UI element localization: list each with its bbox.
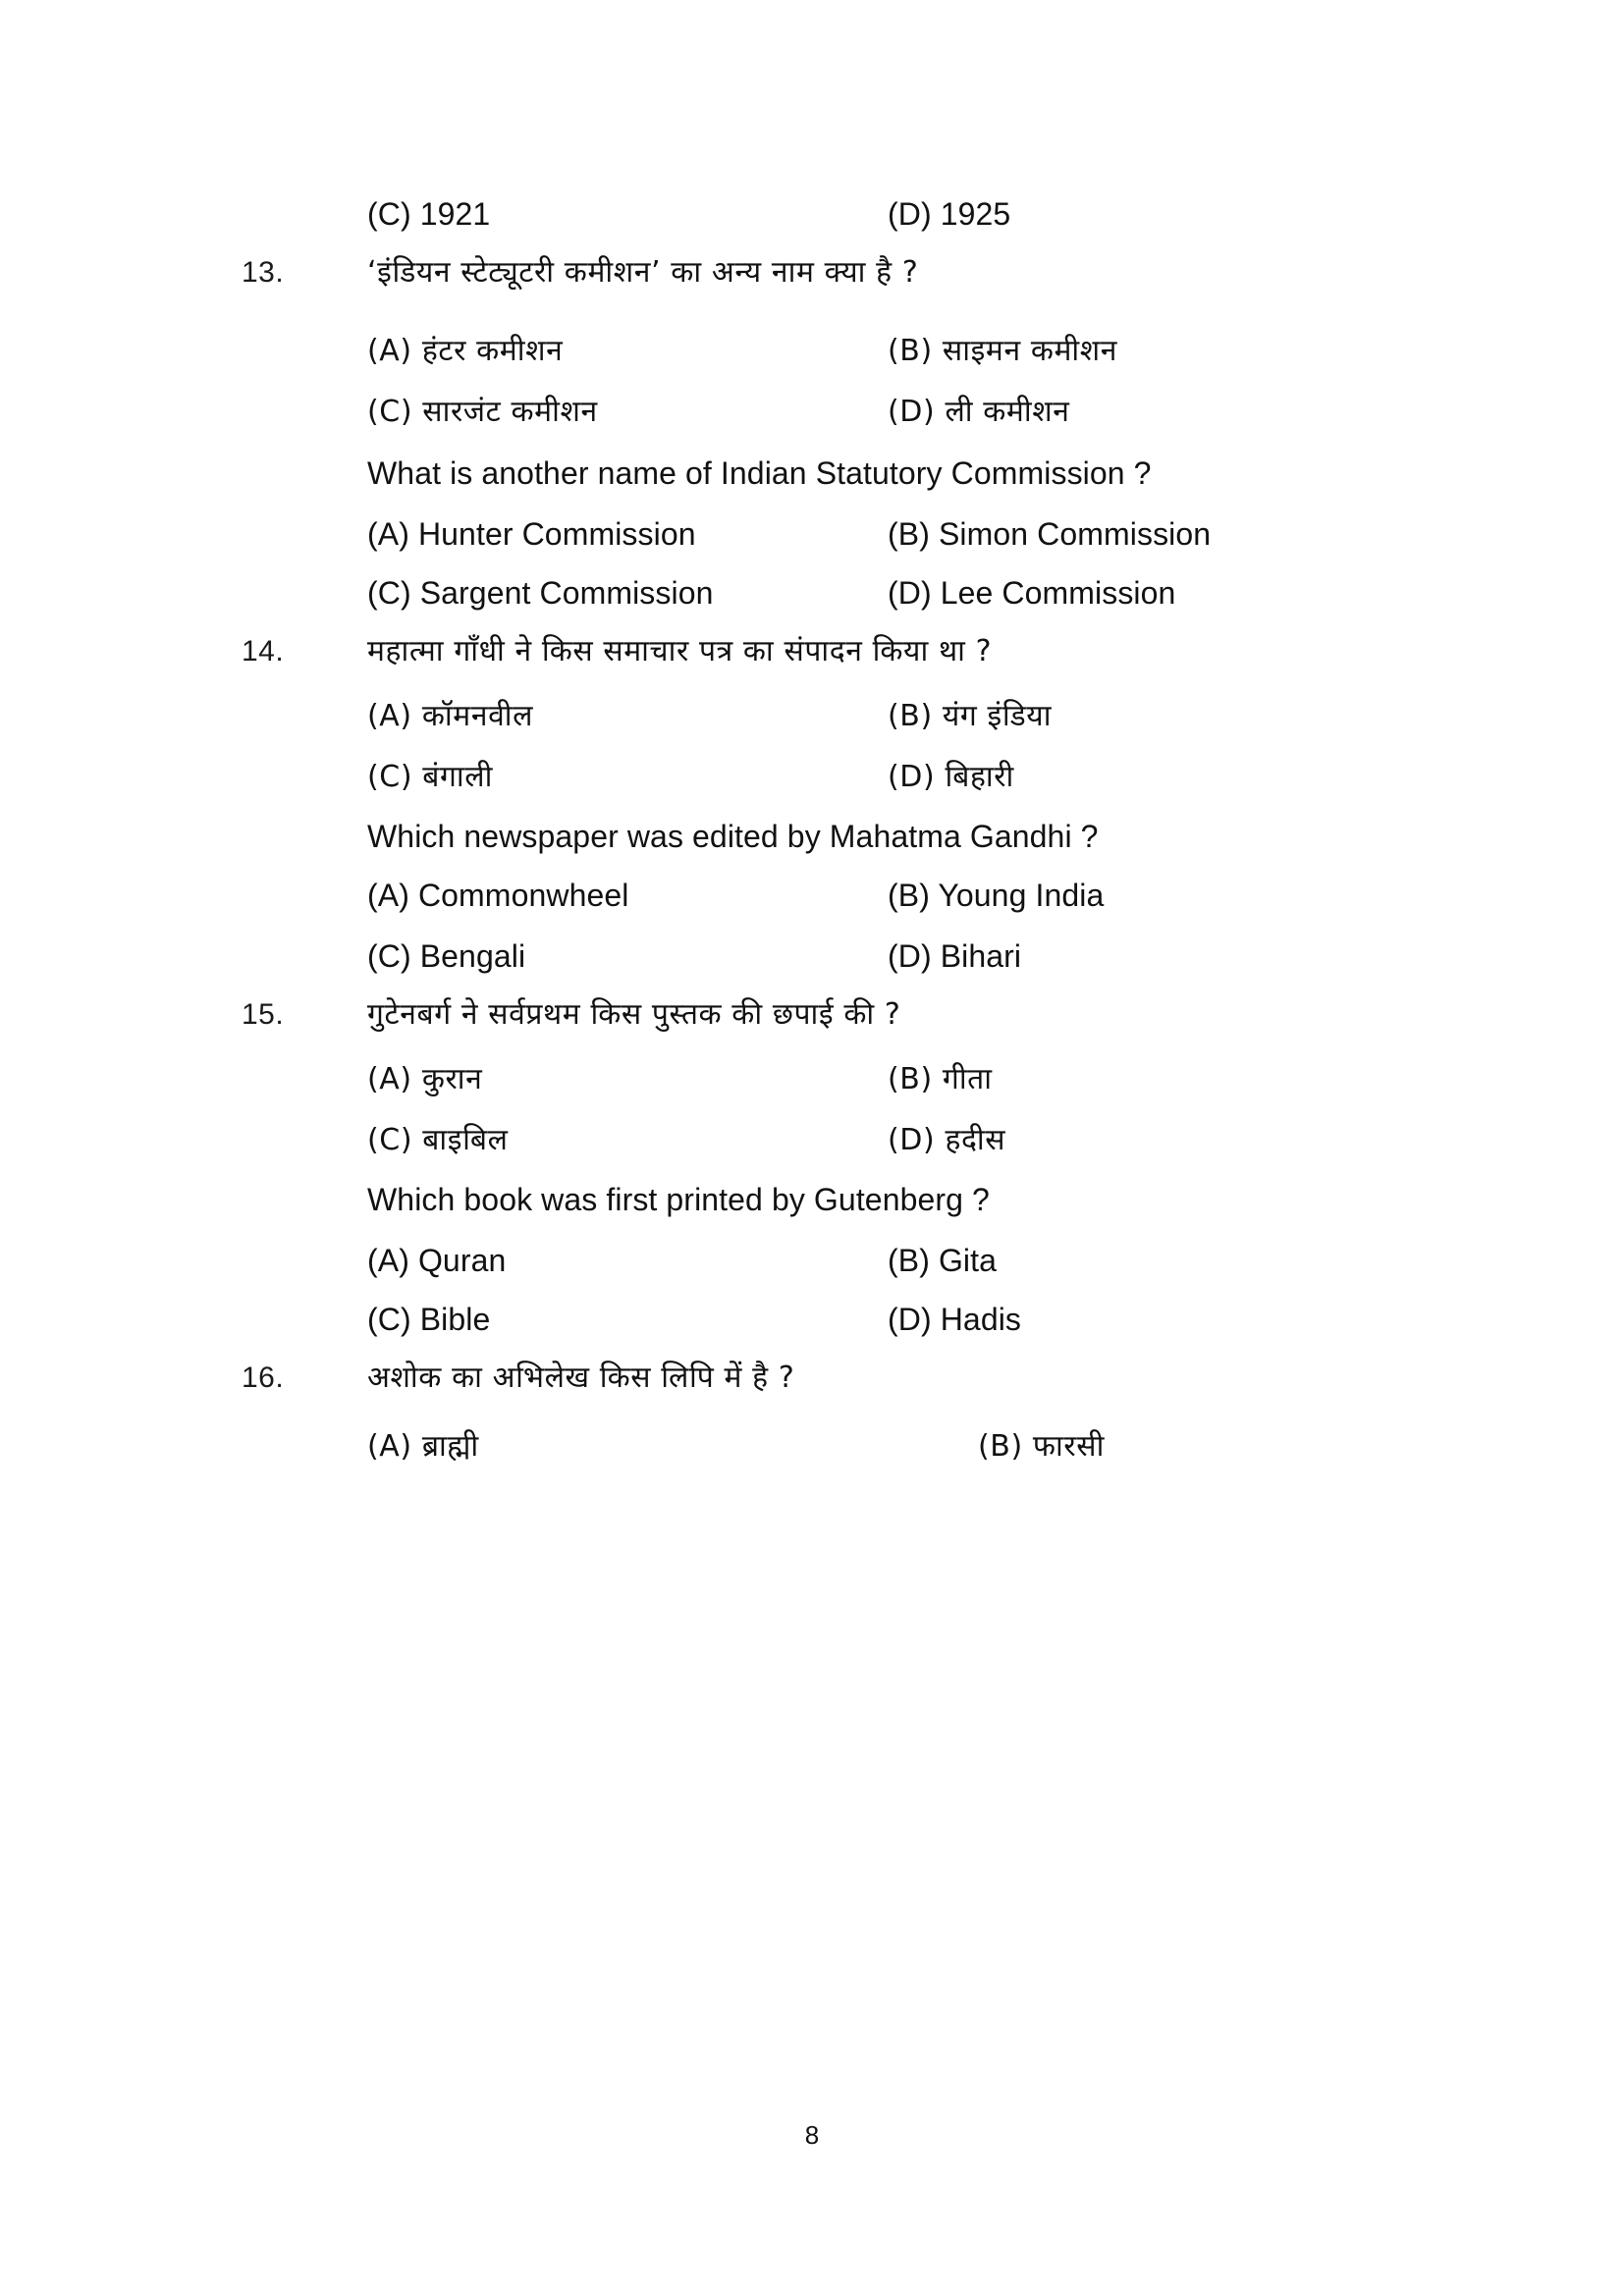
option-row [0, 756, 1624, 815]
option-right[interactable]: (D) Bihari [888, 938, 1022, 974]
question-line [0, 630, 1624, 689]
option-row [0, 1298, 1624, 1357]
option-left[interactable]: (C) 1921 [367, 196, 491, 232]
option-left[interactable]: (A) ब्राह्मी [367, 1429, 479, 1464]
question-line [0, 1178, 1624, 1237]
option-row [0, 695, 1624, 754]
question-line [0, 993, 1624, 1052]
question-text: Which book was first printed by Gutenberg ? [367, 1182, 990, 1217]
question-line [0, 815, 1624, 874]
option-right[interactable]: (B) Gita [888, 1243, 998, 1278]
option-row [0, 192, 1624, 251]
option-right[interactable]: (B) Simon Commission [888, 516, 1212, 552]
option-row [0, 330, 1624, 389]
option-left[interactable]: (C) बाइबिल [367, 1123, 509, 1157]
question-number: 16. [242, 1362, 285, 1394]
option-left[interactable]: (A) Commonwheel [367, 878, 629, 913]
question-text: अशोक का अभिलेख किस लिपि में है ? [367, 1361, 795, 1395]
option-left[interactable]: (A) कॉमनवील [367, 699, 534, 733]
question-line [0, 251, 1624, 310]
option-right[interactable]: (B) Young India [888, 878, 1105, 913]
option-row [0, 512, 1624, 571]
option-row [0, 1119, 1624, 1178]
page-number: 8 [804, 2120, 820, 2150]
question-text: What is another name of Indian Statutory Commission ? [367, 455, 1152, 491]
question-text: ‘इंडियन स्टेट्यूटरी कमीशन’ का अन्य नाम क्या है ? [367, 255, 919, 290]
option-left[interactable]: (C) बंगाली [367, 760, 493, 794]
option-row [0, 571, 1624, 630]
option-left[interactable]: (C) Sargent Commission [367, 575, 714, 611]
question-text: महात्मा गाँधी ने किस समाचार पत्र का संपादन किया था ? [367, 634, 993, 668]
option-row [0, 1425, 1624, 1484]
option-row [0, 934, 1624, 993]
option-left[interactable]: (A) हंटर कमीशन [367, 334, 564, 368]
option-right[interactable]: (D) 1925 [888, 196, 1011, 232]
question-number: 13. [242, 256, 285, 289]
question-number: 14. [242, 635, 285, 667]
option-left[interactable]: (A) कुरान [367, 1062, 483, 1096]
option-right[interactable]: (D) Lee Commission [888, 575, 1176, 611]
option-left[interactable]: (A) Hunter Commission [367, 516, 696, 552]
question-text: Which newspaper was edited by Mahatma Gandhi ? [367, 819, 1099, 854]
option-right[interactable]: (D) हदीस [888, 1123, 1006, 1157]
question-line [0, 452, 1624, 510]
option-right[interactable]: (D) ली कमीशन [888, 395, 1070, 429]
question-text: गुटेनबर्ग ने सर्वप्रथम किस पुस्तक की छपाई की ? [367, 997, 901, 1032]
option-row [0, 391, 1624, 450]
option-right[interactable]: (B) यंग इंडिया [888, 699, 1053, 733]
option-right[interactable]: (B) साइमन कमीशन [888, 334, 1118, 368]
option-row [0, 874, 1624, 933]
option-left[interactable]: (C) सारजंट कमीशन [367, 395, 598, 429]
option-right[interactable]: (D) Hadis [888, 1302, 1022, 1337]
option-right[interactable]: (B) फारसी [978, 1429, 1105, 1464]
option-left[interactable]: (A) Quran [367, 1243, 507, 1278]
question-number: 15. [242, 998, 285, 1031]
option-left[interactable]: (C) Bible [367, 1302, 491, 1337]
option-row [0, 1239, 1624, 1298]
question-line [0, 1357, 1624, 1415]
option-row [0, 1058, 1624, 1117]
option-left[interactable]: (C) Bengali [367, 938, 526, 974]
option-right[interactable]: (B) गीता [888, 1062, 993, 1096]
option-right[interactable]: (D) बिहारी [888, 760, 1014, 794]
